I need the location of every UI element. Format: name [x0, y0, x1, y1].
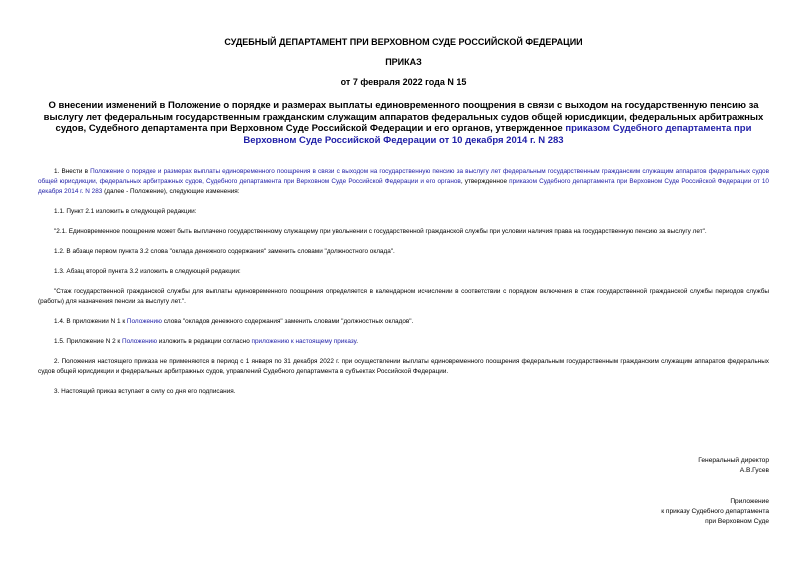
p1-4-start-text: 1.4. В приложении N 1 к — [54, 318, 127, 325]
appendix-link[interactable]: приложению к настоящему приказу — [251, 338, 357, 345]
date-number-heading: от 7 февраля 2022 года N 15 — [340, 77, 467, 87]
p1-mid-text: , утвержденное — [460, 178, 510, 185]
regulation-link[interactable]: Положение о порядке и размерах выплаты единовременного поощрения в связи с выходом на государственную пенсию за выслугу лет федеральным государственным гражданским служащим аппаратов федеральных судов общей юрисдикции, федеральных арбитражных судов, Судебного департамента при Верховном Суде Российской Федерации и его органов — [38, 168, 770, 185]
paragraph-1-1-quote: "2.1. Единовременное поощрение может быть выплачено государственному служащему при увольнении с государственной гражданской службы при условии наличия права на государственную пенсию за выслугу лет". — [54, 228, 707, 235]
paragraph-1-3-quote: "Стаж государственной гражданской службы для выплаты единовременного поощрения определяется в календарном исчислении в соответствии с порядком включения в стаж государственной гражданской службы периодов службы (работы) для назначения пенсии за выслугу лет.". — [38, 288, 769, 305]
p1-start-text: 1. Внести в — [54, 168, 91, 175]
signer-name: А.В.Гусев — [739, 467, 769, 474]
regulation-link-3[interactable]: Положению — [122, 338, 158, 345]
p1-5-end-text: . — [356, 338, 358, 345]
appendix-line-1: Приложение — [730, 498, 769, 505]
paragraph-1-1: 1.1. Пункт 2.1 изложить в следующей редакции: — [54, 208, 197, 215]
p1-5-start-text: 1.5. Приложение N 2 к — [54, 338, 122, 345]
order-283-link[interactable]: приказом Судебного департамента при Верховном Суде Российской Федерации от 10 декабря 2014 г. N 283 — [38, 178, 769, 195]
org-heading: СУДЕБНЫЙ ДЕПАРТАМЕНТ ПРИ ВЕРХОВНОМ СУДЕ РОССИЙСКОЙ ФЕДЕРАЦИИ — [224, 37, 583, 47]
doc-type-heading: ПРИКАЗ — [385, 57, 422, 67]
signature-block — [698, 456, 769, 476]
paragraph-1-3: 1.3. Абзац второй пункта 3.2 изложить в следующей редакции: — [54, 268, 241, 275]
document-body — [38, 167, 769, 397]
p1-end-text: (далее - Положение), следующие изменения: — [102, 188, 240, 195]
signer-position: Генеральный директор — [698, 457, 769, 464]
title-order-link[interactable]: приказом Судебного департамента при Верховном Суде Российской Федерации от 10 декабря 2014 г. N 283 — [243, 123, 752, 146]
regulation-link-2[interactable]: Положению — [126, 318, 162, 325]
appendix-line-3: при Верховном Суде — [705, 518, 769, 525]
paragraph-1 — [38, 167, 769, 197]
appendix-block — [661, 497, 769, 527]
p1-4-end-text: слова "окладов денежного содержания" заменить словами "должностных окладов". — [161, 318, 414, 325]
paragraph-1-5 — [38, 337, 769, 347]
paragraph-3: 3. Настоящий приказ вступает в силу со дня его подписания. — [54, 388, 236, 395]
paragraph-2: 2. Положения настоящего приказа не применяются в период с 1 января по 31 декабря 2022 г. при осуществлении выплаты единовременного поощрения федеральным государственным гражданским служащим аппаратов федеральных судов общей юрисдикции и федеральных арбитражных судов, управлений Судебного департамента в субъектах Российской Федерации. — [38, 358, 769, 375]
p1-5-mid-text: изложить в редакции согласно — [157, 338, 252, 345]
paragraph-1-2: 1.2. В абзаце первом пункта 3.2 слова "оклада денежного содержания" заменить словами "должностного оклада". — [54, 248, 395, 255]
document-title — [38, 100, 769, 146]
paragraph-1-4 — [38, 317, 769, 327]
appendix-line-2: к приказу Судебного департамента — [661, 508, 769, 515]
title-text: О внесении изменений в Положение о порядке и размерах выплаты единовременного поощрения в связи с выходом на государственную пенсию за выслугу лет федеральным государственным гражданским служащим аппаратов федеральных судов общей юрисдикции, федеральных арбитражных судов, Судебного департамента при Верховном Суде Российской Федерации и его органов, утвержденное — [43, 100, 764, 134]
